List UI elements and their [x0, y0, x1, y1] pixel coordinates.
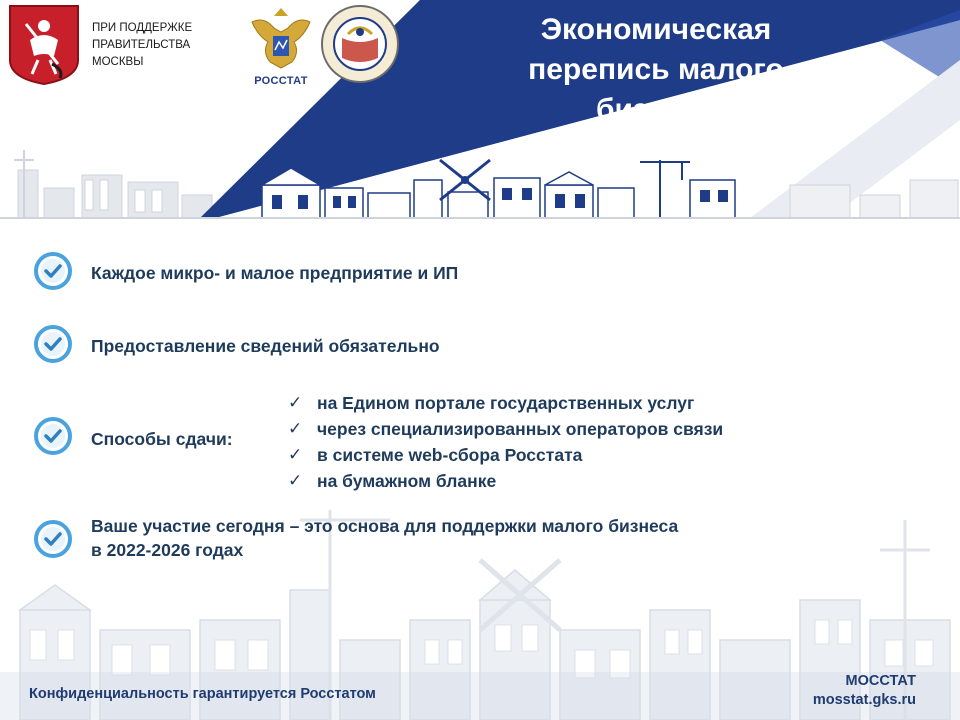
- checkmark-icon: ✓: [288, 393, 303, 412]
- item-text: Предоставление сведений обязательно: [91, 336, 440, 356]
- check-circle-icon: [32, 415, 74, 457]
- checkmark-icon: ✓: [288, 445, 303, 464]
- title-line: бизнеса: [595, 93, 717, 126]
- method-label: на Едином портале государственных услуг: [317, 393, 695, 413]
- method-label: в системе web-сбора Росстата: [317, 445, 583, 465]
- item-text-line: Ваше участие сегодня – это основа для поддержки малого бизнеса: [91, 516, 679, 536]
- census-title: [486, 10, 826, 170]
- method-item: [288, 416, 723, 442]
- confidentiality-note: Конфиденциальность гарантируется Росстатом: [29, 686, 376, 702]
- check-circle-icon: [32, 250, 74, 292]
- title-line: до 1 мая 2021 года: [518, 133, 794, 166]
- footer-org-name: МОССТАТ: [845, 673, 916, 689]
- item-text: Способы сдачи:: [91, 429, 233, 449]
- support-line: ПРИ ПОДДЕРЖКЕ: [92, 22, 193, 34]
- rosstat-label: РОССТАТ: [254, 75, 308, 87]
- header-banner: [0, 0, 960, 220]
- title-line: перепись малого: [528, 53, 784, 86]
- government-support-text: [92, 20, 242, 71]
- item-text: [91, 514, 678, 562]
- footer-org: [813, 672, 916, 710]
- method-label: на бумажном бланке: [317, 471, 497, 491]
- item-text: Каждое микро- и малое предприятие и ИП: [91, 263, 459, 283]
- checkmark-icon: ✓: [288, 471, 303, 490]
- support-line: ПРАВИТЕЛЬСТВА: [92, 39, 191, 51]
- moscow-coat-of-arms-icon: [8, 4, 80, 86]
- check-circle-icon: [32, 518, 74, 560]
- footer-website-link[interactable]: mosstat.gks.ru: [812, 692, 916, 708]
- submission-methods-list: [288, 390, 723, 494]
- support-line: МОСКВЫ: [92, 56, 144, 68]
- checkmark-icon: ✓: [288, 419, 303, 438]
- title-line: Экономическая: [540, 13, 772, 46]
- census-seal-icon: [320, 4, 400, 84]
- check-circle-icon: [32, 323, 74, 365]
- item-text-line: в 2022-2026 годах: [91, 540, 244, 560]
- method-label: через специализированных операторов связи: [317, 419, 724, 439]
- method-item: [288, 390, 723, 416]
- method-item: [288, 442, 723, 468]
- method-item: [288, 468, 723, 494]
